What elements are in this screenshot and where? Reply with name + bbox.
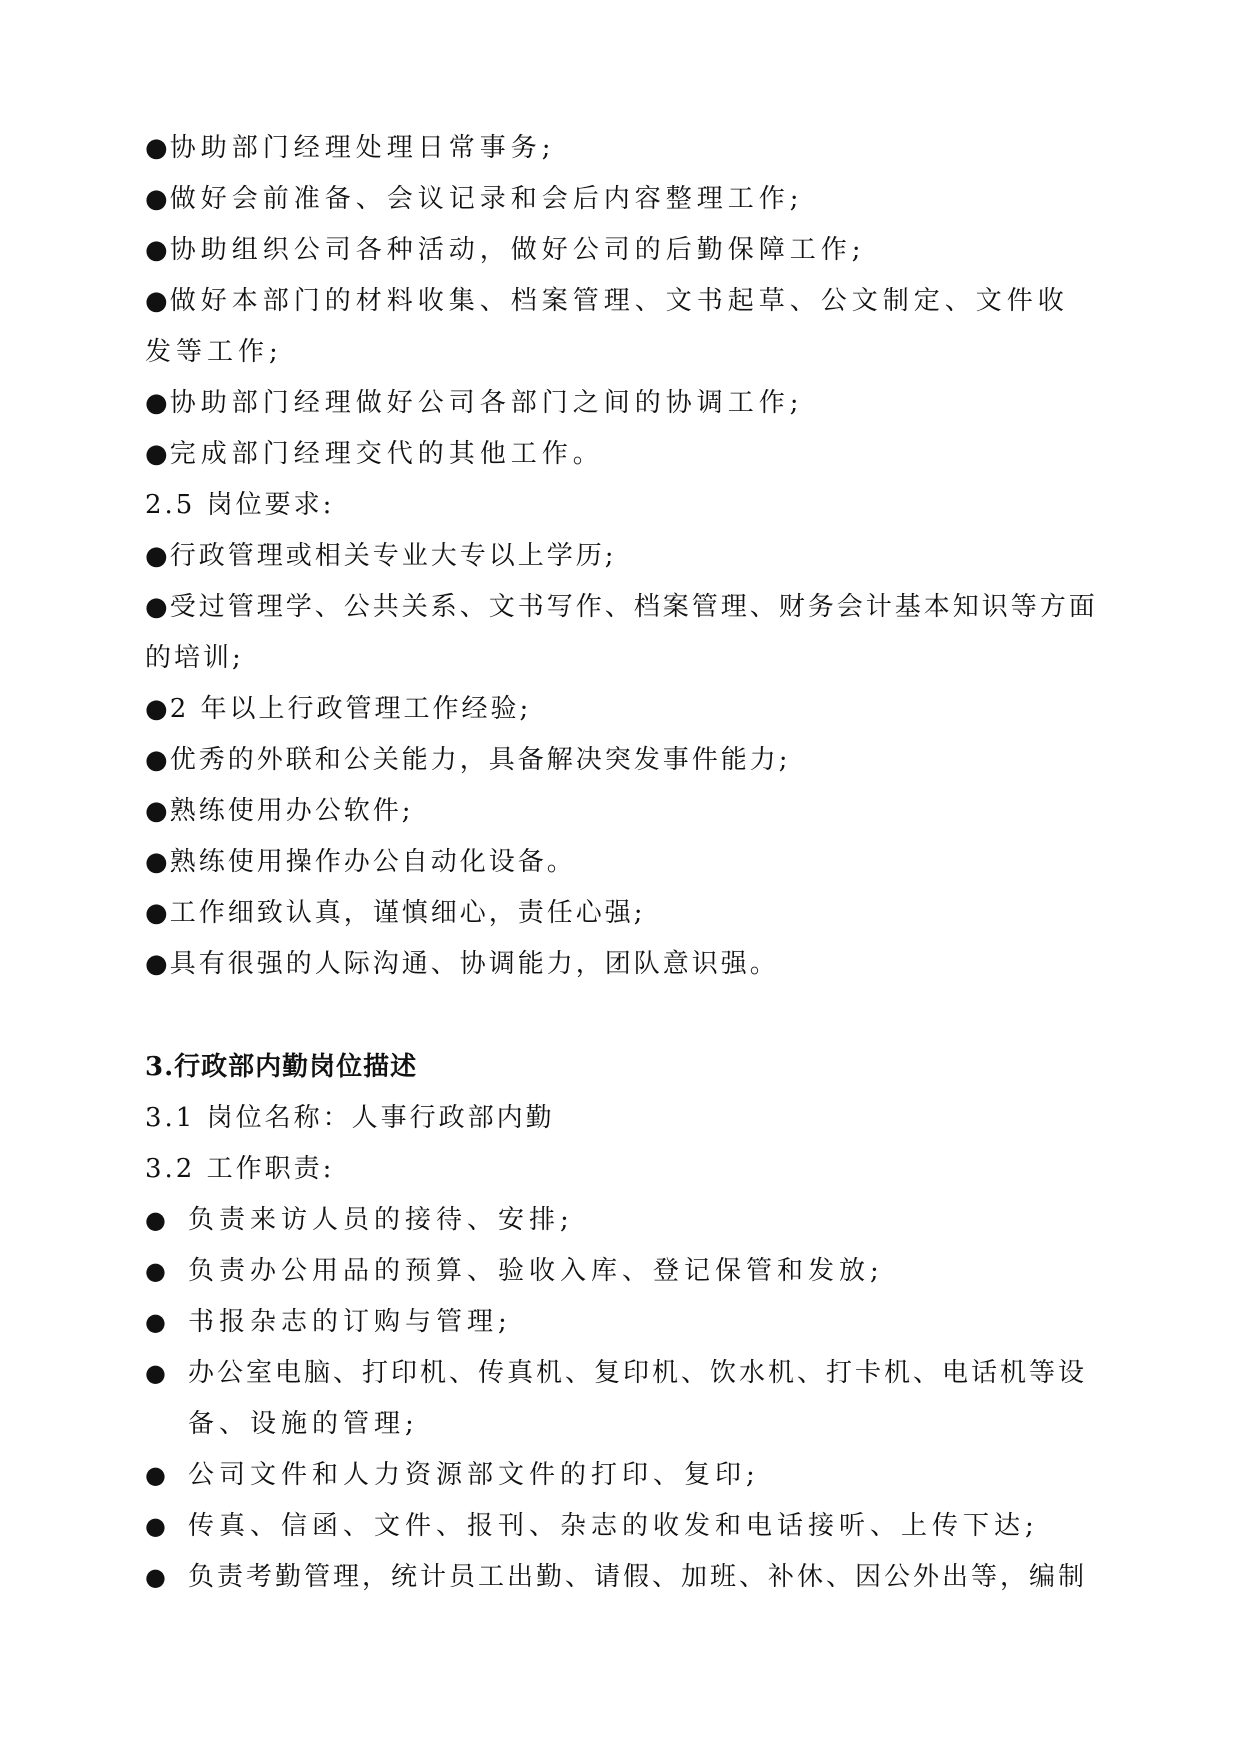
requirement-item: ● 熟练使用操作办公自动化设备。 bbox=[145, 845, 1105, 879]
duty-item: ● 完成部门经理交代的其他工作。 bbox=[145, 437, 1105, 471]
duty-item: ● 协助部门经理处理日常事务; bbox=[145, 131, 1105, 165]
duty-item: 办公室电脑、打印机、传真机、复印机、饮水机、打卡机、电话机等设 bbox=[188, 1358, 1088, 1388]
section-heading: 3.行政部内勤岗位描述 bbox=[145, 1052, 418, 1082]
bullet-marker: ● bbox=[145, 1206, 166, 1234]
duty-item: 负责考勤管理，统计员工出勤、请假、加班、补休、因公外出等，编制 bbox=[188, 1562, 1088, 1592]
requirement-item-continuation: 的培训; bbox=[145, 643, 244, 673]
bullet-marker: ● bbox=[145, 1512, 166, 1540]
duty-item: ● 协助部门经理做好公司各部门之间的协调工作; bbox=[145, 386, 1105, 420]
bullet-marker: ● bbox=[145, 1563, 166, 1591]
section-title: 3.2 工作职责: bbox=[145, 1154, 335, 1184]
duty-item: 书报杂志的订购与管理; bbox=[188, 1307, 512, 1337]
duty-item: 负责来访人员的接待、安排; bbox=[188, 1205, 574, 1235]
position-name: 3.1 岗位名称：人事行政部内勤 bbox=[145, 1103, 555, 1133]
duty-item: 负责办公用品的预算、验收入库、登记保管和发放; bbox=[188, 1256, 884, 1286]
duty-item: ● 协助组织公司各种活动，做好公司的后勤保障工作; bbox=[145, 233, 1105, 267]
requirement-item: ● 2 年以上行政管理工作经验; bbox=[145, 692, 1105, 726]
duty-item: ● 做好本部门的材料收集、档案管理、文书起草、公文制定、文件收 bbox=[145, 284, 1105, 318]
section-title: 2.5 岗位要求: bbox=[145, 490, 335, 520]
bullet-marker: ● bbox=[145, 1461, 166, 1489]
bullet-marker: ● bbox=[145, 1257, 166, 1285]
requirement-item: ● 优秀的外联和公关能力，具备解决突发事件能力; bbox=[145, 743, 1105, 777]
requirement-item: ● 工作细致认真，谨慎细心，责任心强; bbox=[145, 896, 1105, 930]
duty-item-continuation: 备、设施的管理; bbox=[188, 1409, 419, 1439]
duty-item: ● 做好会前准备、会议记录和会后内容整理工作; bbox=[145, 182, 1105, 216]
requirement-item: ● 行政管理或相关专业大专以上学历; bbox=[145, 539, 1105, 573]
requirement-item: ● 具有很强的人际沟通、协调能力，团队意识强。 bbox=[145, 947, 1105, 981]
requirement-item: ● 受过管理学、公共关系、文书写作、档案管理、财务会计基本知识等方面 bbox=[145, 590, 1105, 624]
duty-item: 公司文件和人力资源部文件的打印、复印; bbox=[188, 1460, 760, 1490]
requirement-item: ● 熟练使用办公软件; bbox=[145, 794, 1105, 828]
duty-item-continuation: 发等工作; bbox=[145, 337, 283, 367]
duty-item: 传真、信函、文件、报刊、杂志的收发和电话接听、上传下达; bbox=[188, 1511, 1039, 1541]
bullet-marker: ● bbox=[145, 1308, 166, 1336]
bullet-marker: ● bbox=[145, 1359, 166, 1387]
